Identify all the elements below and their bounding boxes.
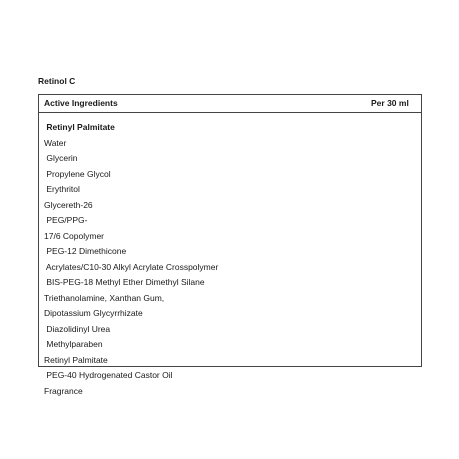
ingredient-row: Erythritol bbox=[44, 184, 80, 194]
ingredients-table bbox=[38, 94, 422, 396]
table-header bbox=[39, 95, 421, 113]
ingredient-row: Dipotassium Glycyrrhizate bbox=[44, 308, 143, 318]
ingredient-row: Triethanolamine, Xanthan Gum, bbox=[44, 292, 165, 303]
ingredient-row: Glycerin bbox=[44, 153, 78, 163]
ingredient-row: Water bbox=[44, 137, 67, 148]
ingredient-row: 17/6 Copolymer bbox=[44, 230, 105, 241]
ingredient-row: Methylparaben bbox=[44, 339, 103, 349]
ingredient-row: PEG-12 Dimethicone bbox=[44, 246, 127, 256]
ingredient-row: Retinyl Palmitate bbox=[44, 354, 108, 365]
ingredient-row: Diazolidinyl Urea bbox=[44, 323, 111, 334]
header-amount: Per 30 ml bbox=[371, 98, 409, 108]
header-active-ingredients: Active Ingredients bbox=[44, 98, 118, 108]
ingredient-row: PEG/PPG- bbox=[44, 215, 88, 225]
document-title: Retinol C bbox=[38, 76, 76, 86]
ingredient-list bbox=[39, 120, 421, 399]
ingredient-row: Glycereth-26 bbox=[44, 199, 93, 210]
ingredient-row: Fragrance bbox=[44, 385, 83, 396]
ingredient-row: Propylene Glycol bbox=[44, 168, 111, 179]
ingredient-row: BIS-PEG-18 Methyl Ether Dimethyl Silane bbox=[44, 277, 205, 287]
ingredient-row: Retinyl Palmitate bbox=[44, 122, 115, 132]
ingredient-row: PEG-40 Hydrogenated Castor Oil bbox=[44, 370, 173, 380]
ingredient-row: Acrylates/C10-30 Alkyl Acrylate Crosspolymer bbox=[44, 261, 219, 272]
